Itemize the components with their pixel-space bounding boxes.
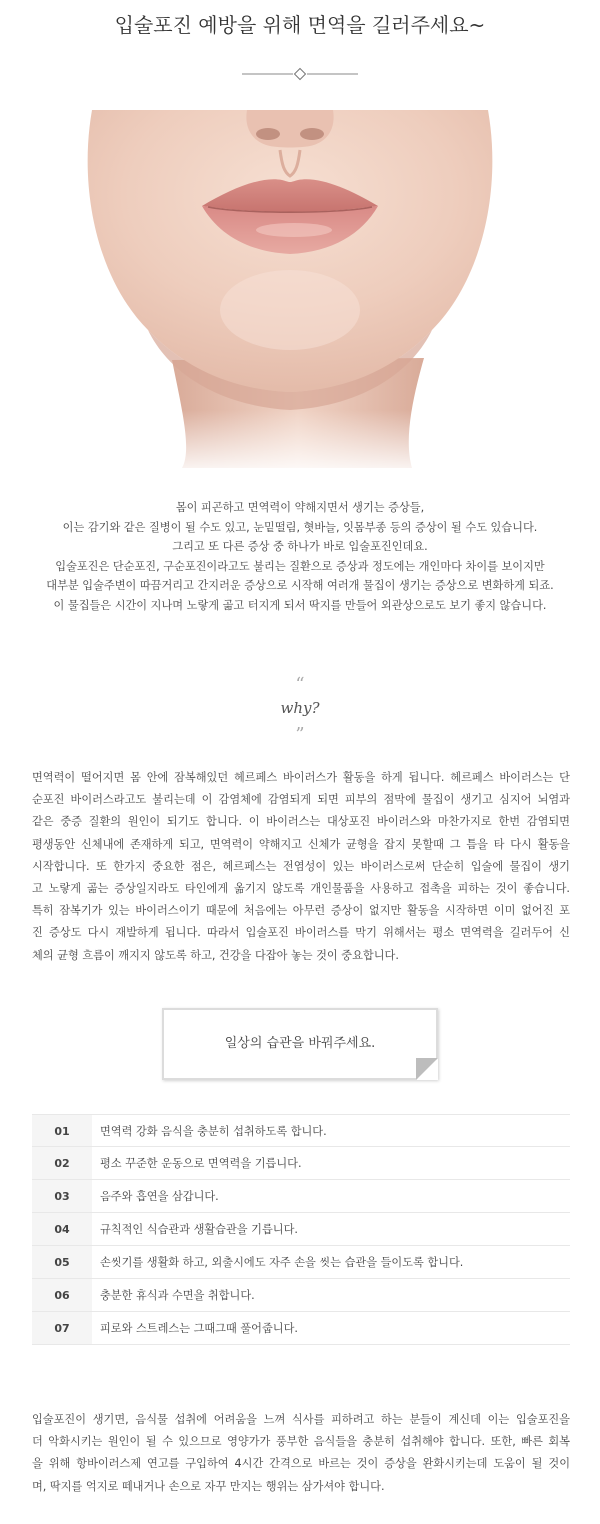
list-item bbox=[32, 1312, 570, 1345]
folded-corner-icon bbox=[416, 1058, 438, 1080]
closing-paragraph bbox=[32, 1409, 570, 1498]
list-item bbox=[32, 1147, 570, 1180]
intro-line: 대부분 입술주변이 따끔거리고 간지러운 증상으로 시작해 여러개 물집이 생기는 증상으로 변화하게 되죠. bbox=[46, 579, 554, 592]
page-title: 입술포진 예방을 위해 면역을 길러주세요~ bbox=[114, 13, 486, 37]
list-item-number: 05 bbox=[32, 1246, 92, 1278]
list-item-text: 평소 꾸준한 운동으로 면역력을 기릅니다. bbox=[100, 1157, 302, 1170]
why-heading: why? bbox=[280, 699, 320, 717]
intro-line: 입술포진은 단순포진, 구순포진이라고도 불리는 질환으로 증상과 정도에는 개인마다 차이를 보이지만 bbox=[55, 559, 545, 573]
list-item bbox=[32, 1114, 570, 1147]
list-item-text: 손씻기를 생활화 하고, 외출시에도 자주 손을 씻는 습관을 들이도록 합니다. bbox=[100, 1256, 464, 1269]
list-item-number: 06 bbox=[32, 1279, 92, 1311]
open-quote-icon: “ bbox=[295, 674, 305, 695]
intro-line: 이는 감기와 같은 질병이 될 수도 있고, 눈밑떨림, 혓바늘, 잇몸부종 등의 증상이 될 수도 있습니다. bbox=[62, 520, 538, 534]
habit-callout-box bbox=[162, 1008, 438, 1080]
list-item bbox=[32, 1213, 570, 1246]
list-item-number: 03 bbox=[32, 1180, 92, 1212]
why-line: 고 노랗게 곪는 증상일지라도 타인에게 옮기지 않도록 개인물품을 사용하고 접촉을 피하는 것이 좋습니다. bbox=[32, 882, 570, 896]
why-paragraph bbox=[32, 767, 570, 967]
list-item bbox=[32, 1246, 570, 1279]
list-item-number: 02 bbox=[32, 1147, 92, 1179]
intro-line: 몸이 피곤하고 면역력이 약해지면서 생기는 증상들, bbox=[175, 501, 425, 514]
lips-photo bbox=[32, 110, 548, 468]
intro-line: 이 물집들은 시간이 지나며 노랗게 곪고 터지게 되서 딱지를 만들어 외관상으로도 보기 좋지 않습니다. bbox=[53, 598, 547, 612]
closing-line: 을 위해 항바이러스제 연고를 구입하여 4시간 간격으로 바르는 것이 증상을 완화시키는데 도움이 될 것이 bbox=[32, 1457, 570, 1471]
why-line: 진 증상도 다시 재발하게 됩니다. 따라서 입술포진 바이러스를 막기 위해서는 평소 면역력을 길러두어 신 bbox=[32, 926, 570, 940]
list-item-text: 규칙적인 식습관과 생활습관을 기릅니다. bbox=[100, 1223, 298, 1236]
why-line: 같은 중증 질환의 원인이 되기도 합니다. 이 바이러스는 대상포진 바이러스와 마찬가지로 한번 감염되면 bbox=[32, 815, 570, 829]
intro-line: 그리고 또 다른 증상 중 하나가 바로 입술포진인데요. bbox=[172, 540, 428, 553]
closing-line: 더 악화시키는 원인이 될 수 있으므로 영양가가 풍부한 음식들을 충분히 섭취해야 합니다. 또한, 빠른 회복 bbox=[32, 1435, 570, 1449]
list-item-text: 면역력 강화 음식을 충분히 섭취하도록 합니다. bbox=[100, 1125, 327, 1138]
why-line: 순포진 바이러스라고도 불리는데 이 감염체에 감염되게 되면 피부의 점막에 물집이 생기고 심지어 뇌염과 bbox=[32, 793, 570, 807]
list-item-number: 01 bbox=[32, 1115, 92, 1146]
why-line: 시작합니다. 또 한가지 중요한 점은, 헤르페스는 전염성이 있는 바이러스로써 단순히 입술에 물집이 생기 bbox=[32, 859, 570, 873]
diamond-divider-icon bbox=[242, 67, 358, 81]
why-line: 면역력이 떨어지면 몸 안에 잠복해있던 헤르페스 바이러스가 활동을 하게 됩니다. 헤르페스 바이러스는 단 bbox=[32, 771, 570, 784]
why-line: 특히 잠복기가 있는 바이러스이기 때문에 처음에는 아무런 증상이 없지만 활동을 시작하면 이미 없어진 포 bbox=[32, 904, 570, 918]
why-line: 평생동안 신체내에 존재하게 되고, 면역력이 약해지고 신체가 균형을 잡지 못할때 그 틈을 타 다시 활동을 bbox=[32, 837, 570, 851]
list-item-number: 07 bbox=[32, 1312, 92, 1344]
habit-list bbox=[32, 1114, 570, 1345]
list-item-text: 충분한 휴식과 수면을 취합니다. bbox=[100, 1289, 255, 1302]
closing-line: 입술포진이 생기면, 음식물 섭취에 어려움을 느껴 식사를 피하려고 하는 분들이 계신데 이는 입술포진을 bbox=[32, 1413, 570, 1426]
habit-callout-label: 일상의 습관을 바꿔주세요. bbox=[224, 1036, 376, 1051]
intro-paragraph bbox=[20, 498, 580, 615]
list-item-text: 피로와 스트레스는 그때그때 풀어줍니다. bbox=[100, 1322, 298, 1335]
list-item bbox=[32, 1279, 570, 1312]
close-quote-icon: ” bbox=[295, 724, 305, 745]
why-line: 체의 균형 흐름이 깨지지 않도록 하고, 건강을 다잡아 놓는 것이 중요합니다. bbox=[32, 948, 399, 962]
list-item-number: 04 bbox=[32, 1213, 92, 1245]
lips-illustration bbox=[32, 110, 548, 468]
list-item-text: 음주와 흡연을 삼갑니다. bbox=[100, 1190, 219, 1203]
closing-line: 며, 딱지를 억지로 떼내거나 손으로 자꾸 만지는 행위는 삼가셔야 합니다. bbox=[32, 1479, 385, 1493]
list-item bbox=[32, 1180, 570, 1213]
